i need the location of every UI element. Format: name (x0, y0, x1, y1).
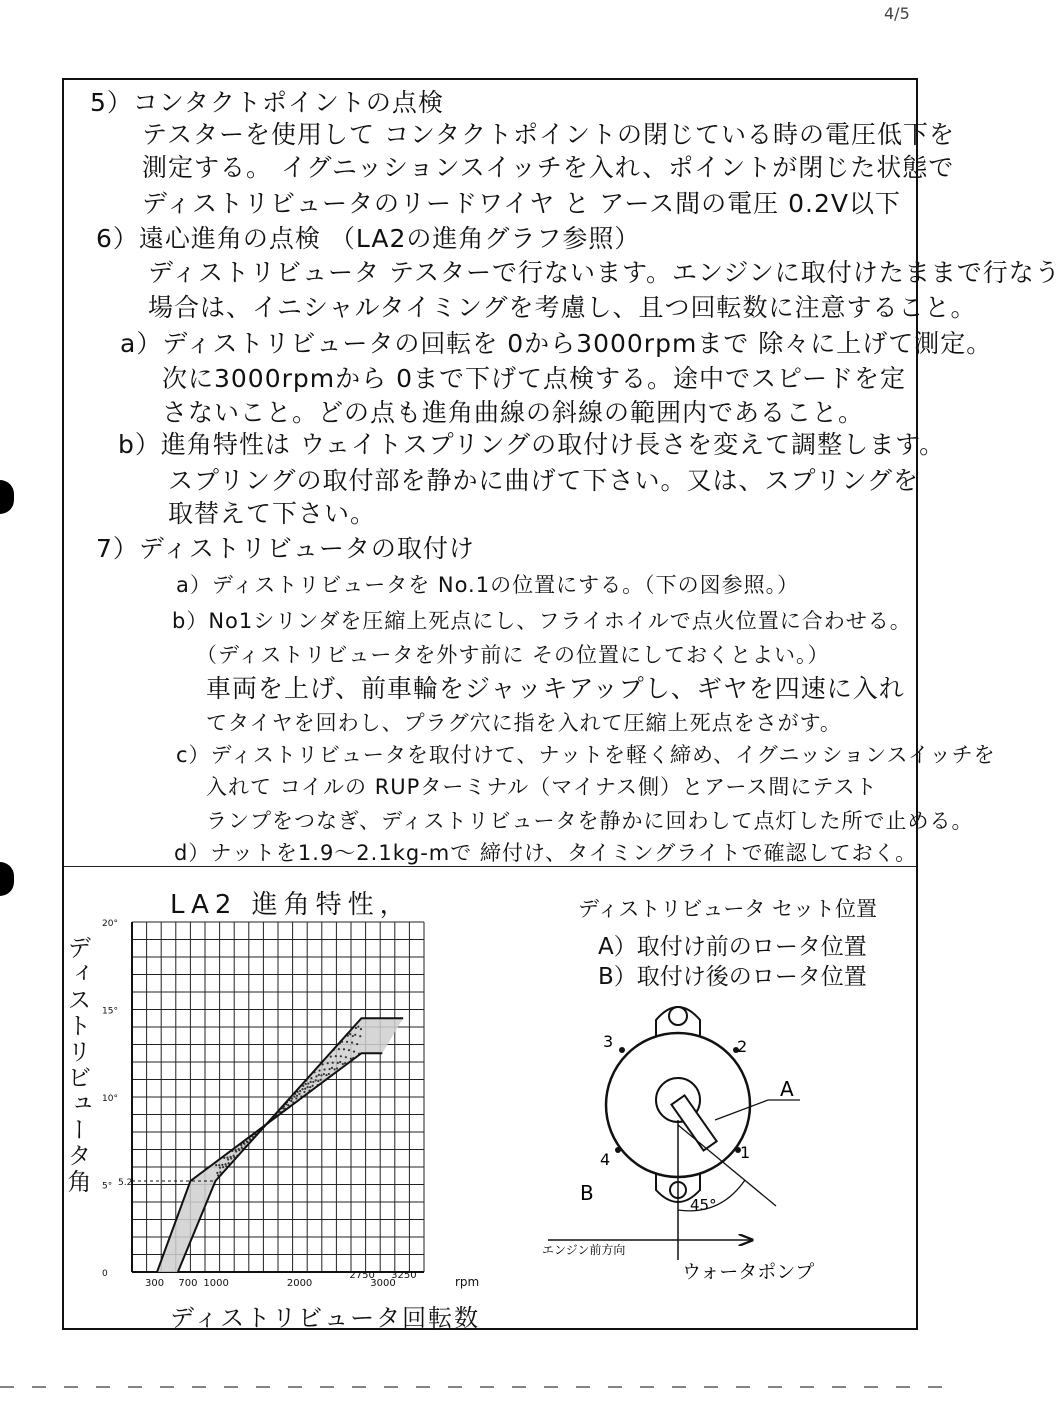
series-line-2 (178, 1018, 403, 1272)
section-7-b-4: てタイヤを回わし、プラグ穴に指を入れて圧縮上死点をさがす。 (206, 711, 842, 735)
band-stipple (353, 1050, 355, 1052)
band-stipple (340, 1055, 342, 1057)
band-stipple (360, 1028, 362, 1030)
section-7-heading: 7）ディストリビュータの取付け (96, 534, 475, 563)
band-stipple (312, 1085, 314, 1087)
band-stipple (359, 1035, 361, 1037)
band-stipple (305, 1083, 307, 1085)
y-tick-label: 5° (102, 1181, 113, 1192)
band-stipple (320, 1079, 322, 1081)
band-stipple (349, 1033, 351, 1035)
band-stipple (338, 1048, 340, 1050)
x-tick-label: 700 (178, 1278, 198, 1289)
band-stipple (315, 1075, 317, 1077)
band-stipple (246, 1141, 248, 1143)
band-stipple (345, 1056, 347, 1058)
band-stipple (323, 1068, 325, 1070)
x-axis-label: ディストリビュータ回転数 (170, 1304, 481, 1332)
y-tick-label: 10° (102, 1094, 118, 1104)
band-stipple (320, 1074, 322, 1076)
chart-title: LA2 進角特性， (170, 890, 412, 920)
band-stipple (310, 1081, 312, 1083)
section-5-line-2: 測定する。 イグニッションスイッチを入れ、ポイントが閉じた状態で (142, 153, 955, 182)
band-stipple (337, 1062, 339, 1064)
band-stipple (348, 1049, 350, 1051)
terminal-label-4: 4 (600, 1150, 611, 1169)
section-6-b-3: 取替えて下さい。 (168, 499, 377, 528)
section-6-heading: 6）遠心進角の点検 （LA2の進角グラフ参照） (96, 224, 641, 253)
band-stipple (301, 1088, 303, 1090)
legend-b: B）取付け後のロータ位置 (598, 964, 867, 990)
band-stipple (310, 1077, 312, 1079)
band-stipple (218, 1164, 220, 1166)
section-6-a-1: a）ディストリビュータの回転を 0から3000rpmまで 除々に上げて測定。 (120, 329, 993, 358)
y-tick-label: 20° (102, 919, 118, 929)
section-7-c-2: 入れて コイルの RUPターミナル（マイナス側）とアース間にテスト (206, 775, 878, 799)
band-stipple (346, 1041, 348, 1043)
band-stipple (334, 1068, 336, 1070)
section-7-b-1: b）No1シリンダを圧縮上死点にし、フライホイルで点火位置に合わせる。 (172, 609, 912, 633)
band-stipple (230, 1157, 232, 1159)
band-stipple (224, 1163, 226, 1165)
diagram-title: ディストリビュータ セット位置 (578, 897, 877, 921)
band-stipple (327, 1062, 329, 1064)
section-6-b-1: b）進角特性は ウェイトスプリングの取付け長さを変えて調整します。 (118, 430, 946, 459)
band-stipple (222, 1166, 224, 1168)
x-unit-label: rpm (455, 1275, 480, 1289)
band-stipple (290, 1100, 292, 1102)
y-tick-label: 0 (102, 1269, 108, 1279)
section-7-b-3: 車両を上げ、前車輪をジャッキアップし、ギヤを四速に入れ (206, 674, 905, 703)
band-stipple (351, 1042, 353, 1044)
band-stipple (221, 1164, 223, 1166)
section-6-line-1: ディストリビュータ テスターで行ないます。エンジンに取付けたままで行なう (148, 258, 1061, 287)
band-stipple (306, 1086, 308, 1088)
band-stipple (219, 1171, 221, 1173)
band-stipple (303, 1091, 305, 1093)
x-tick-label: 3250 (391, 1270, 417, 1281)
band-stipple (318, 1074, 320, 1076)
band-stipple (299, 1090, 301, 1092)
band-stipple (357, 1026, 359, 1028)
section-5-line-3: ディストリビュータのリードワイヤ と アース間の電圧 0.2V以下 (142, 189, 901, 218)
band-stipple (309, 1086, 311, 1088)
terminal-label-1: 1 (740, 1143, 751, 1162)
band-stipple (219, 1167, 221, 1169)
y-tick-label: 5.2 (118, 1178, 133, 1188)
band-stipple (295, 1097, 297, 1099)
scan-artifact (0, 1386, 951, 1388)
band-stipple (354, 1034, 356, 1036)
y-axis-label: ディストリビュータ角 (63, 935, 91, 1195)
band-stipple (342, 1063, 344, 1065)
band-stipple (325, 1074, 327, 1076)
terminal-label-2: 2 (737, 1037, 748, 1056)
band-stipple (318, 1069, 320, 1071)
band-stipple (328, 1073, 330, 1075)
band-stipple (335, 1055, 337, 1057)
page-number: 4/5 (884, 4, 910, 23)
y-tick-label: 15° (102, 1006, 118, 1017)
engine-front-label: エンジン前方向 (542, 1243, 626, 1257)
section-6-a-3: さないこと。どの点も進角曲線の斜線の範囲内であること。 (162, 398, 865, 427)
angle-label: 45° (690, 1196, 717, 1214)
label-b: B (580, 1181, 594, 1205)
band-stipple (216, 1172, 218, 1174)
band-stipple (356, 1043, 358, 1045)
band-stipple (296, 1095, 298, 1097)
band-stipple (227, 1158, 229, 1160)
band-stipple (287, 1104, 289, 1106)
band-stipple (226, 1156, 228, 1158)
band-stipple (215, 1164, 217, 1166)
band-stipple (315, 1079, 317, 1081)
section-6-line-2: 場合は、イニシャルタイミングを考慮し、且つ回転数に注意すること。 (148, 293, 977, 322)
section-6-a-2: 次に3000rpmから 0まで下げて点検する。途中でスピードを定 (162, 364, 906, 393)
band-stipple (355, 1027, 357, 1029)
water-pump-label: ウォータポンプ (682, 1261, 815, 1283)
section-5-heading: 5）コンタクトポイントの点検 (90, 88, 444, 117)
section-7-b-2: （ディストリビュータを外す前に その位置にしておくとよい。） (196, 643, 830, 667)
band-stipple (329, 1068, 331, 1070)
section-7-a: a）ディストリビュータを No.1の位置にする。（下の図参照。） (176, 573, 800, 597)
section-7-d: d）ナットを1.9〜2.1kg-mで 締付け、タイミングライトで確認しておく。 (174, 841, 918, 865)
band-stipple (238, 1149, 240, 1151)
x-tick-label: 2000 (286, 1278, 313, 1289)
band-stipple (336, 1067, 338, 1069)
band-stipple (304, 1088, 306, 1090)
band-stipple (312, 1081, 314, 1083)
band-stipple (339, 1061, 341, 1063)
legend-a: A）取付け前のロータ位置 (598, 934, 867, 960)
x-tick-label: 2750 (349, 1270, 375, 1281)
band-stipple (235, 1150, 237, 1152)
band-stipple (323, 1073, 325, 1075)
band-stipple (330, 1056, 332, 1058)
x-tick-label: 1000 (203, 1278, 229, 1289)
band-stipple (293, 1096, 295, 1098)
terminal-label-3: 3 (603, 1032, 614, 1051)
band-stipple (243, 1143, 245, 1145)
section-6-b-2: スプリングの取付部を静かに曲げて下さい。又は、スプリングを (168, 466, 920, 495)
x-tick-label: 3000 (370, 1278, 396, 1289)
band-stipple (352, 1035, 354, 1037)
band-stipple (307, 1082, 309, 1084)
band-stipple (331, 1067, 333, 1069)
x-tick-label: 300 (145, 1278, 165, 1289)
band-stipple (298, 1093, 300, 1095)
distributor-diagram (530, 990, 815, 1290)
section-7-c-1: c）ディストリビュータを取付けて、ナットを軽く締め、イグニッションスイッチを (176, 743, 996, 767)
terminal-4 (615, 1147, 621, 1153)
section-7-c-3: ランプをつなぎ、ディストリビュータを静かに回わして点灯した所で止める。 (206, 809, 974, 833)
band-stipple (343, 1048, 345, 1050)
band-stipple (332, 1062, 334, 1064)
section-5-line-1: テスターを使用して コンタクトポイントの閉じている時の電圧低下を (142, 120, 955, 149)
label-a: A (780, 1077, 794, 1101)
band-stipple (317, 1080, 319, 1082)
terminal-3 (619, 1047, 625, 1053)
